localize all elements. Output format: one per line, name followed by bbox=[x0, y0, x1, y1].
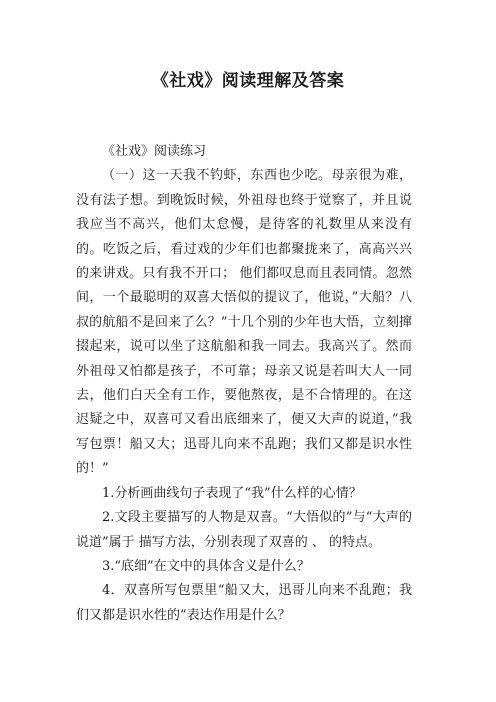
document-body bbox=[76, 140, 412, 628]
question-4: 4．双喜所写包票里“船又大，迅哥儿向来不乱跑；我们又都是识水性的”表达作用是什么？ bbox=[76, 583, 412, 623]
document-title: 《社戏》阅读理解及答案 bbox=[151, 71, 345, 91]
passage-paragraph: （一）这一天我不钓虾，东西也少吃。母亲很为难，没有法子想。到晚饭时候，外祖母也终于觉察了，并且说我应当不高兴，他们太怠慢，是待客的礼数里从来没有的。吃饭之后，看过戏的少年们也都聚拢来了，高高兴兴的来讲戏。只有我不开口； 他们都叹息而且表同情。忽然间，一个最聪明的双喜大悟似的提议了，他说，”大船？八叔的航船不是回来了么？”十几个别的少年也大悟，立刻撺掇起来，说可以坐了这航船和我一同去。我高兴了。然而外祖母又怕都是孩子，不可靠；母亲又说是若叫大人一同去，他们白天全有工作，要他熬夜，是不合情理的。在这迟疑之中，双喜可又看出底细来了，便又大声的说道，”我写包票！船又大；迅哥儿向来不乱跑；我们又都是识水性的！” bbox=[76, 168, 412, 477]
section-subtitle: 《社戏》阅读练习 bbox=[102, 144, 207, 159]
question-1: 1.分析画曲线句子表现了“我”什么样的心情？ bbox=[102, 485, 362, 501]
question-2: 2.文段主要描写的人物是双喜。“大悟似的”与“大声的说道”属于 描写方法，分别表现了双喜的 、 的特点。 bbox=[76, 510, 412, 550]
question-3: 3.“底细”在文中的具体含义是什么？ bbox=[102, 558, 310, 574]
